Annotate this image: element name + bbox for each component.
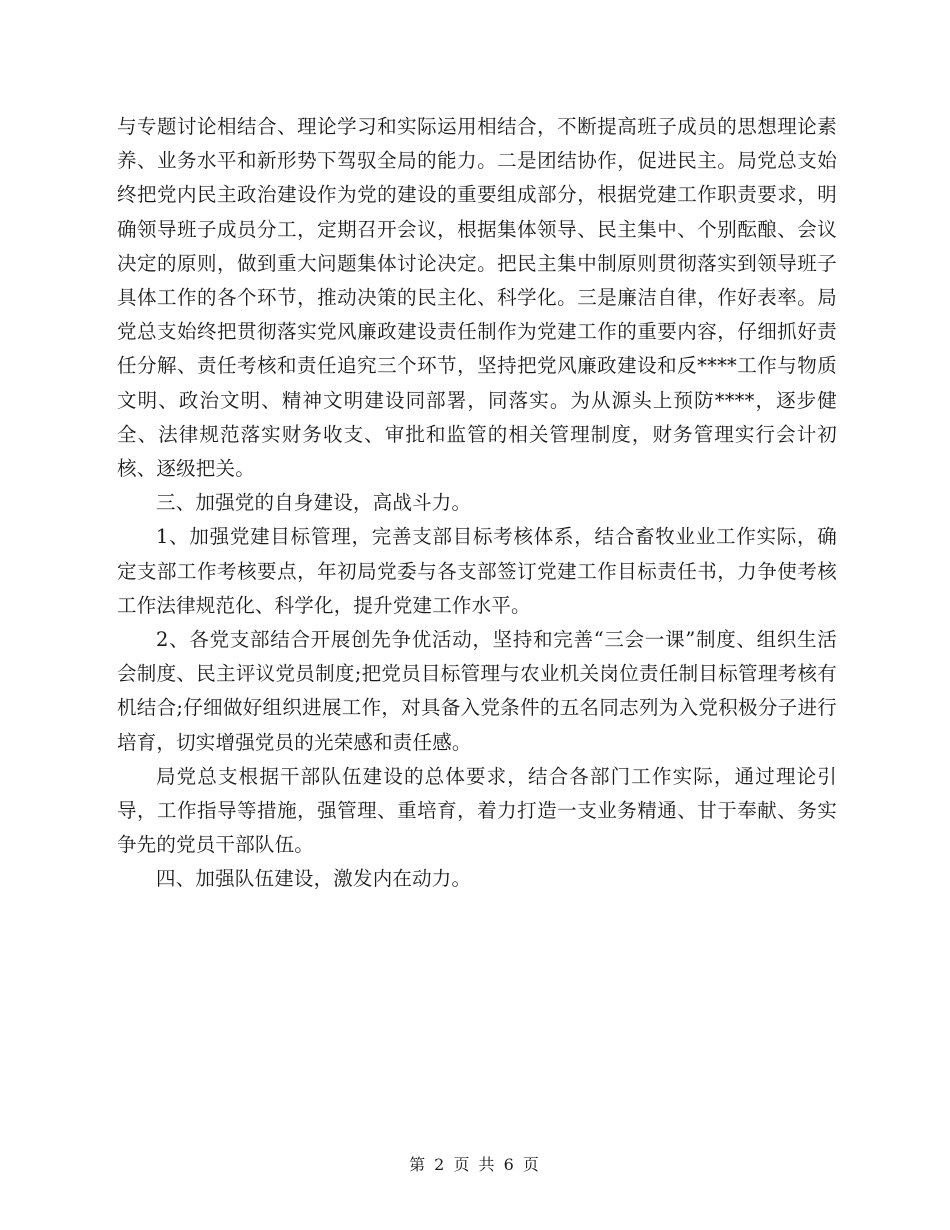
document-body <box>117 110 837 897</box>
section-heading-4: 四、加强队伍建设，激发内在动力。 <box>156 867 472 891</box>
page-number-label: 第 2 页 共 6 页 <box>409 1155 541 1174</box>
paragraph-cadre-building: 局党总支根据干部队伍建设的总体要求，结合各部门工作实际，通过理论引导，工作指导等措施，强管理、重培育，着力打造一支业务精通、甘于奉献、务实争先的党员干部队伍。 <box>117 764 837 857</box>
section-heading-3: 三、加强党的自身建设，高战斗力。 <box>156 491 472 515</box>
paragraph-item-1: 1、加强党建目标管理，完善支部目标考核体系，结合畜牧业业工作实际，确定支部工作考核要点，年初局党委与各支部签订党建工作目标责任书，力争使考核工作法律规范化、科学化，提升党建工作水平。 <box>117 525 837 617</box>
paragraph-item-2: 2、各党支部结合开展创先争优活动，坚持和完善“三会一课”制度、组织生活会制度、民主评议党员制度;把党员目标管理与农业机关岗位责任制目标管理考核有机结合;仔细做好组织进展工作，对具备入党条件的五名同志列为入党积极分子进行培育，切实增强党员的光荣感和责任感。 <box>117 628 837 754</box>
paragraph-1: 与专题讨论相结合、理论学习和实际运用相结合，不断提高班子成员的思想理论素养、业务水平和新形势下驾驭全局的能力。二是团结协作，促进民主。局党总支始终把党内民主政治建设作为党的建设的重要组成部分，根据党建工作职责要求，明确领导班子成员分工，定期召开会议，根据集体领导、民主集中、个别酝酿、会议决定的原则，做到重大问题集体讨论决定。把民主集中制原则贯彻落实到领导班子具体工作的各个环节，推动决策的民主化、科学化。三是廉洁自律，作好表率。局党总支始终把贯彻落实党风廉政建设责任制作为党建工作的重要内容，仔细抓好责任分解、责任考核和责任追究三个环节，坚持把党风廉政建设和反****工作与物质文明、政治文明、精神文明建设同部署，同落实。为从源头上预防****，逐步健全、法律规范落实财务收支、审批和监管的相关管理制度，财务管理实行会计初核、逐级把关。 <box>117 115 837 481</box>
page-footer <box>0 1152 950 1175</box>
